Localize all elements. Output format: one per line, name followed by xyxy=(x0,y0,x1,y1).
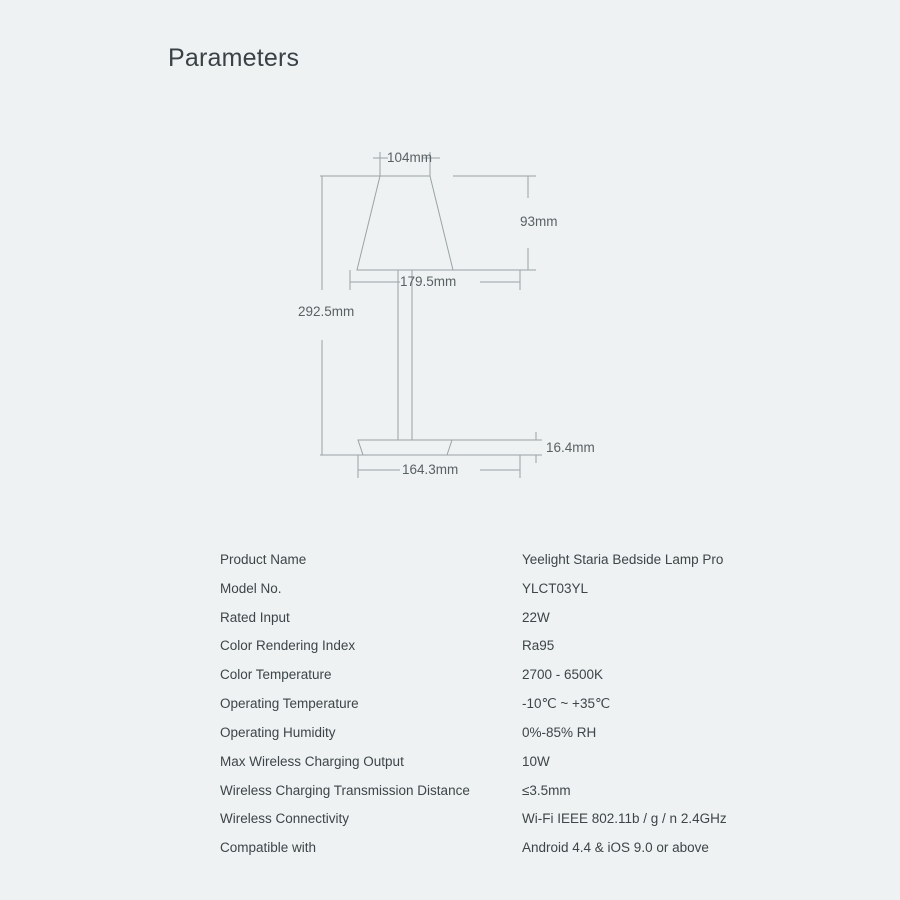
table-row xyxy=(220,754,780,783)
spec-label: Operating Humidity xyxy=(220,724,336,740)
spec-label: Rated Input xyxy=(220,609,290,625)
spec-label: Max Wireless Charging Output xyxy=(220,753,404,769)
spec-label: Color Rendering Index xyxy=(220,638,356,654)
table-row xyxy=(220,610,780,639)
table-row xyxy=(220,725,780,754)
spec-value: 0%-85% RH xyxy=(522,724,597,740)
dimension-label-base-width: 164.3mm xyxy=(402,462,459,477)
spec-value: 10W xyxy=(522,753,550,769)
table-row xyxy=(220,696,780,725)
table-row xyxy=(220,581,780,610)
spec-label: Wireless Connectivity xyxy=(220,811,350,827)
spec-label: Color Temperature xyxy=(220,667,332,683)
table-row xyxy=(220,783,780,812)
spec-value: -10℃ ~ +35℃ xyxy=(522,696,611,712)
spec-value: Wi-Fi IEEE 802.11b / g / n 2.4GHz xyxy=(522,811,727,827)
spec-value: ≤3.5mm xyxy=(522,782,571,798)
spec-label: Operating Temperature xyxy=(220,696,359,712)
specifications-table xyxy=(220,552,780,869)
dimension-label-shade-top-width: 104mm xyxy=(387,150,433,165)
spec-value: YLCT03YL xyxy=(522,580,589,596)
table-row xyxy=(220,811,780,840)
spec-label: Wireless Charging Transmission Distance xyxy=(220,782,470,798)
table-row xyxy=(220,638,780,667)
spec-value: Yeelight Staria Bedside Lamp Pro xyxy=(522,552,724,567)
table-row xyxy=(220,840,780,869)
lamp-shade-shape xyxy=(357,176,453,270)
table-row xyxy=(220,552,780,581)
spec-value: 22W xyxy=(522,609,550,625)
page-title: Parameters xyxy=(168,44,300,72)
lamp-base-shape xyxy=(358,440,452,455)
spec-label: Model No. xyxy=(220,580,282,596)
dimension-label-total-height: 292.5mm xyxy=(298,304,355,319)
spec-label: Product Name xyxy=(220,552,307,567)
spec-label: Compatible with xyxy=(220,840,317,856)
dimension-label-base-height: 16.4mm xyxy=(546,440,595,455)
spec-value: Android 4.4 & iOS 9.0 or above xyxy=(522,840,709,856)
spec-value: Ra95 xyxy=(522,638,555,654)
table-row xyxy=(220,667,780,696)
spec-value: 2700 - 6500K xyxy=(522,667,604,683)
lamp-dimension-diagram xyxy=(280,130,640,510)
dimension-label-shade-bottom-width: 179.5mm xyxy=(400,274,457,289)
dimension-label-shade-height: 93mm xyxy=(520,214,558,229)
